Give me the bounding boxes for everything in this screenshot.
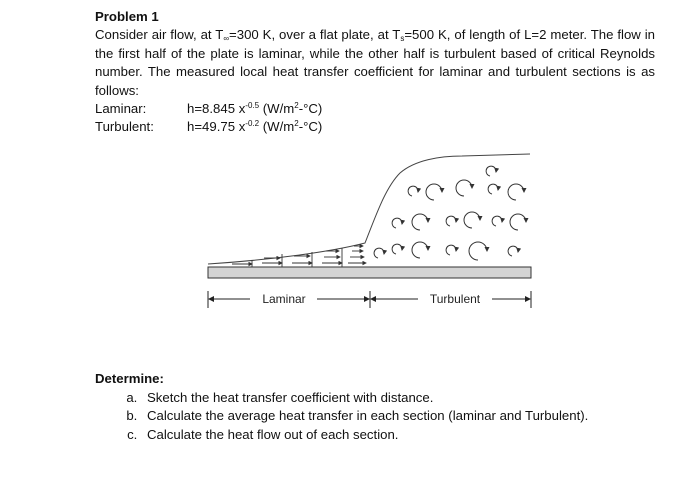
laminar-unit: (W/m (259, 101, 295, 117)
determine-title: Determine: (95, 371, 164, 386)
statement-part-1: Consider air flow, at T (95, 27, 224, 43)
boundary-layer-edge (208, 154, 530, 264)
turbulent-equation (187, 118, 322, 136)
turbulent-exponent: -0.2 (245, 119, 260, 129)
figure-laminar-label: Laminar (262, 292, 306, 306)
flat-plate (208, 267, 531, 278)
laminar-exponent: -0.5 (245, 101, 260, 111)
turbulent-unit: (W/m (259, 119, 295, 135)
turbulent-equation-row (95, 118, 655, 136)
laminar-equation-row (95, 100, 655, 118)
laminar-label: Laminar: (95, 101, 147, 117)
laminar-velocity-arrows (232, 246, 366, 267)
statement-part-2: =300 K, over a flat plate, at T (229, 27, 401, 43)
laminar-unit-tail: -°C) (298, 101, 323, 117)
determine-item-b: b. Calculate the average heat transfer in each section (laminar and Turbulent). (141, 407, 655, 426)
boundary-layer-figure (200, 148, 545, 318)
t-surface-subscript: s (400, 34, 405, 44)
problem-block (95, 8, 655, 137)
laminar-equation (187, 100, 322, 118)
laminar-unit-exponent: 2 (294, 101, 299, 111)
problem-statement (95, 26, 655, 100)
problem-title: Problem 1 (95, 9, 159, 24)
statement-part-3: =500 K, of length of L=2 meter. The flow in the first half of the plate is laminar, while the other half is turbulent based of critical Reynolds number. The measured local heat transfer coefficient for laminar and turbulent sections is as follows: (95, 27, 655, 98)
t-infinity-subscript: ∞ (223, 34, 230, 44)
turbulent-eddies (374, 166, 526, 260)
turbulent-label: Turbulent: (95, 119, 154, 135)
turbulent-eq-text: h=49.75 x (187, 119, 246, 135)
determine-item-c: c. Calculate the heat flow out of each section. (141, 426, 655, 445)
determine-item-a: a. Sketch the heat transfer coefficient with distance. (141, 389, 655, 408)
determine-list (95, 389, 655, 445)
turbulent-unit-exponent: 2 (294, 119, 299, 129)
determine-block (95, 370, 655, 444)
laminar-eq-text: h=8.845 x (187, 101, 246, 117)
turbulent-unit-tail: -°C) (298, 119, 323, 135)
boundary-layer-diagram (200, 148, 545, 318)
figure-turbulent-label: Turbulent (429, 292, 481, 306)
